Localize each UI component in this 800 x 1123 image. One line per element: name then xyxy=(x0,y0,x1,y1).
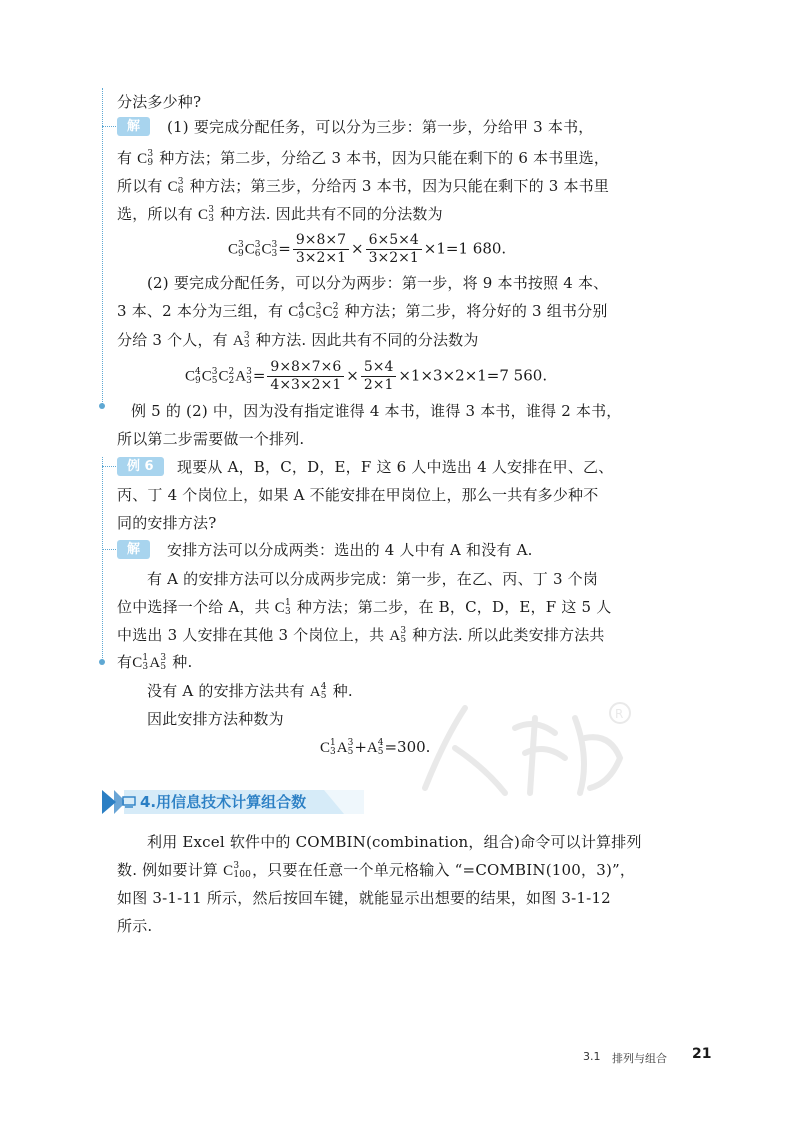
rail-dot xyxy=(99,403,105,409)
svg-text:R: R xyxy=(615,707,624,721)
page-number: 21 xyxy=(692,1046,712,1062)
equation-2: C 4 9 C 3 5 C 2 2 A 3 3 = $\frac{9\times 8\times 7\times 6}{4\times 3\times 2\times 1}$ × $\frac{5\times 4}{2\times 1}$ ×1×3×2×1=7 560. xyxy=(185,359,548,393)
text-line: 丙、丁 4 个岗位上，如果 A 不能安排在甲岗位上，那么一共有多少种不 xyxy=(117,486,599,504)
text-line: 如图 3-1-11 所示，然后按回车键，就能显示出想要的结果，如图 3-1-12 xyxy=(117,889,611,907)
text-line: 因此安排方法种数为 xyxy=(147,710,284,728)
text-line: 同的安排方法? xyxy=(117,514,217,532)
text-line: 有 C 3 9 种方法；第二步，分给乙 3 本书，因为只能在剩下的 6 本书里选， xyxy=(117,149,610,168)
text-line: 分法多少种? xyxy=(117,93,202,111)
text-line: (1) 要完成分配任务，可以分为三步：第一步，分给甲 3 本书， xyxy=(167,118,594,136)
text-line: 有C 1 3 A 3 5 种. xyxy=(117,653,193,672)
section-title: 4.用信息技术计算组合数 xyxy=(140,793,307,811)
text-line: 中选出 3 人安排在其他 3 个岗位上，共 A 3 5 种方法. 所以此类安排方法共 xyxy=(117,626,605,645)
text-line: 例 5 的 (2) 中，因为没有指定谁得 4 本书，谁得 3 本书，谁得 2 本书， xyxy=(131,402,622,420)
computer-icon xyxy=(122,796,136,808)
solution-tag: 解 xyxy=(117,540,150,559)
text-line: 选，所以有 C 3 3 种方法. 因此共有不同的分法数为 xyxy=(117,205,443,224)
text-line: 所示. xyxy=(117,917,153,935)
text-line: 3 本、2 本分为三组，有 C 4 9 C 3 5 C 2 2 种方法；第二步，将分好的 3 组书分别 xyxy=(117,302,608,321)
footer-section-name: 排列与组合 xyxy=(612,1052,667,1065)
text-line: 所以第二步需要做一个排列. xyxy=(117,430,305,448)
margin-rail xyxy=(102,457,104,662)
text-line: 位中选择一个给 A，共 C 1 3 种方法；第二步，在 B，C，D，E，F 这 5 人 xyxy=(117,598,612,617)
tag-leader xyxy=(102,466,118,469)
solution-tag: 解 xyxy=(117,117,150,136)
tag-leader xyxy=(102,549,118,552)
text-line: 现要从 A，B，C，D，E，F 这 6 人中选出 4 人安排在甲、乙、 xyxy=(177,458,614,476)
equation-1: C 3 9 C 3 6 C 3 3 = $\frac{9\times 8\times 7}{3\times 2\times 1}$ × $\frac{6\times 5\times 4}{3\times 2\times 1}$ ×1=1 680. xyxy=(228,232,507,266)
text-line: 没有 A 的安排方法共有 A 4 5 种. xyxy=(147,682,353,701)
publisher-watermark xyxy=(415,698,635,798)
text-line: 分给 3 个人，有 A 3 3 种方法. 因此共有不同的分法数为 xyxy=(117,331,479,350)
text-line: 安排方法可以分成两类：选出的 4 人中有 A 和没有 A. xyxy=(167,541,533,559)
equation-3: C 1 3 A 3 5 +A 4 5 =300. xyxy=(320,738,431,757)
text-line: (2) 要完成分配任务，可以分为两步：第一步，将 9 本书按照 4 本、 xyxy=(147,274,609,292)
margin-rail xyxy=(102,88,104,406)
text-line: 所以有 C 3 6 种方法；第三步，分给丙 3 本书，因为只能在剩下的 3 本书里 xyxy=(117,177,610,196)
text-line: 数. 例如要计算 C 3 100 ，只要在任意一个单元格输入 “=COMBIN(100，3)”， xyxy=(117,861,636,880)
rail-dot xyxy=(99,659,105,665)
text-line: 利用 Excel 软件中的 COMBIN(combination，组合)命令可以计算排列 xyxy=(147,833,642,851)
text-line: 有 A 的安排方法可以分成两步完成：第一步，在乙、丙、丁 3 个岗 xyxy=(147,570,599,588)
example-tag: 例 6 xyxy=(117,457,164,476)
tag-leader xyxy=(102,126,118,129)
footer-section-number: 3.1 xyxy=(583,1050,601,1063)
